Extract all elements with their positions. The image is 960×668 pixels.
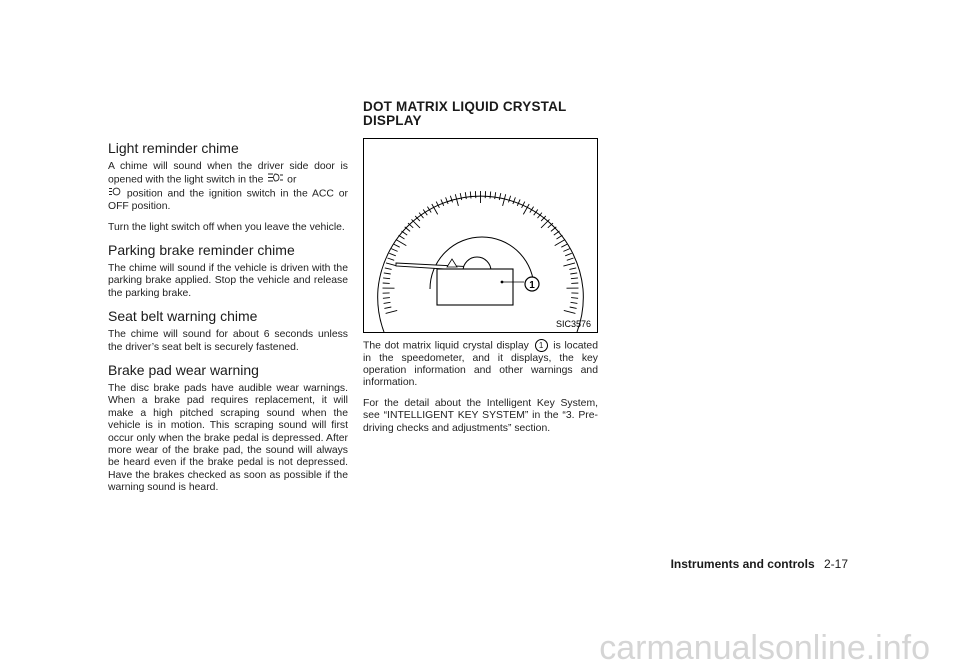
- callout-number: 1: [529, 280, 535, 291]
- section-title: Light reminder chime: [108, 140, 348, 157]
- section-title: Brake pad wear warning: [108, 362, 348, 379]
- section-body: [108, 161, 348, 214]
- section-body: Turn the light switch off when you leave the vehicle.: [108, 222, 348, 234]
- speedometer-tick: [563, 249, 569, 252]
- speedometer-tick: [564, 310, 576, 313]
- speedometer-tick: [385, 268, 392, 270]
- speedometer-tick: [534, 210, 538, 216]
- page-title: [363, 100, 598, 128]
- speedometer-tick: [423, 210, 427, 216]
- figure-label: SIC3576: [556, 319, 591, 329]
- speedometer-tick: [383, 278, 390, 279]
- speedometer-tick: [571, 298, 578, 299]
- page-footer: [671, 557, 848, 571]
- speedometer-tick: [396, 240, 406, 246]
- speedometer-tick: [388, 258, 395, 260]
- callout-1-icon: 1: [535, 339, 548, 352]
- speedometer-tick: [509, 196, 511, 203]
- left-column: [108, 140, 348, 503]
- speedometer-tick: [563, 263, 575, 266]
- speedometer-tick: [465, 192, 466, 199]
- speedometer-tick: [565, 253, 572, 256]
- watermark: carmanualsonline.info: [0, 629, 960, 668]
- speedometer-tick: [455, 194, 458, 206]
- text-fragment: is located in the speedometer, and it displays, the key operation information and other warnings and information.: [363, 340, 598, 388]
- speedometer-tick: [557, 235, 563, 239]
- section-parking-brake: [108, 242, 348, 300]
- section-body: The chime will sound if the vehicle is driven with the parking brake applied. Stop the vehicle and release the parking brake.: [108, 263, 348, 300]
- speedometer-tick: [384, 307, 391, 308]
- speedometer-tick: [399, 235, 405, 239]
- speedometer-tick: [570, 273, 577, 274]
- section-seat-belt: [108, 308, 348, 354]
- title-line: DOT MATRIX LIQUID CRYSTAL: [363, 100, 598, 114]
- speedometer-tick: [394, 244, 400, 247]
- speedometer-tick: [555, 240, 565, 246]
- speedometer-tick: [384, 273, 391, 274]
- display-description: [363, 339, 598, 390]
- speedometer-tick: [561, 244, 567, 247]
- text-fragment: position and the ignition switch in the ACC or OFF position.: [108, 189, 348, 212]
- section-body: The chime will sound for about 6 seconds unless the driver’s seat belt is securely fastened.: [108, 329, 348, 354]
- speedometer-figure: [363, 138, 598, 333]
- speedometer-tick: [499, 193, 501, 200]
- speedometer-tick: [490, 192, 491, 199]
- section-brake-pad: [108, 362, 348, 495]
- section-light-reminder: [108, 140, 348, 234]
- text-fragment: A chime will sound when the driver side door is opened with the light switch in the: [108, 161, 348, 186]
- text-fragment: or: [287, 175, 296, 186]
- parking-light-icon: [108, 187, 122, 200]
- speedometer-tick: [554, 231, 560, 235]
- text-fragment: The dot matrix liquid crystal display: [363, 340, 529, 351]
- speedometer-tick: [412, 219, 421, 228]
- speedometer-tick: [567, 258, 574, 260]
- speedometer-tick: [460, 193, 462, 200]
- speedometer-tick: [391, 249, 397, 252]
- speedometer-tick: [470, 192, 471, 199]
- section-title: Parking brake reminder chime: [108, 242, 348, 259]
- speedometer-tick: [386, 310, 398, 313]
- speedometer-tick: [571, 278, 578, 279]
- speedometer-tick: [389, 253, 396, 256]
- section-title: Seat belt warning chime: [108, 308, 348, 325]
- speedometer-tick: [541, 219, 550, 228]
- speedometer-tick: [513, 197, 516, 204]
- speedometer-tick: [383, 298, 390, 299]
- speedometer-tick: [503, 194, 506, 206]
- section-body: The disc brake pads have audible wear warnings. When a brake pad requires replacement, it will make a high pitched scraping sound when the vehicle is in motion. This scraping sound will first occur only when the brake pedal is depressed. After more wear of the brake pad, the sound will always be heard even if the brake pedal is not depressed. Have the brakes checked as soon as possible if the warning sound is heard.: [108, 383, 348, 495]
- page-number: 2-17: [824, 557, 848, 571]
- speedometer-tick: [569, 268, 576, 270]
- footer-section-name: Instruments and controls: [671, 557, 815, 571]
- speedometer-illustration: [364, 139, 597, 332]
- speedometer-tick: [571, 302, 578, 303]
- speedometer-tick: [570, 307, 577, 308]
- speedometer-tick: [446, 197, 449, 204]
- speedometer-tick: [384, 302, 391, 303]
- speedometer-tick: [495, 192, 496, 199]
- speedometer-tick: [450, 196, 452, 203]
- title-line: DISPLAY: [363, 114, 598, 128]
- speedometer-tick: [402, 231, 408, 235]
- right-column: [363, 100, 598, 443]
- intelligent-key-reference: For the detail about the Intelligent Key System, see “INTELLIGENT KEY SYSTEM” in the “3. Pre-driving checks and adjustments” section.: [363, 398, 598, 435]
- headlight-icon: [266, 173, 284, 186]
